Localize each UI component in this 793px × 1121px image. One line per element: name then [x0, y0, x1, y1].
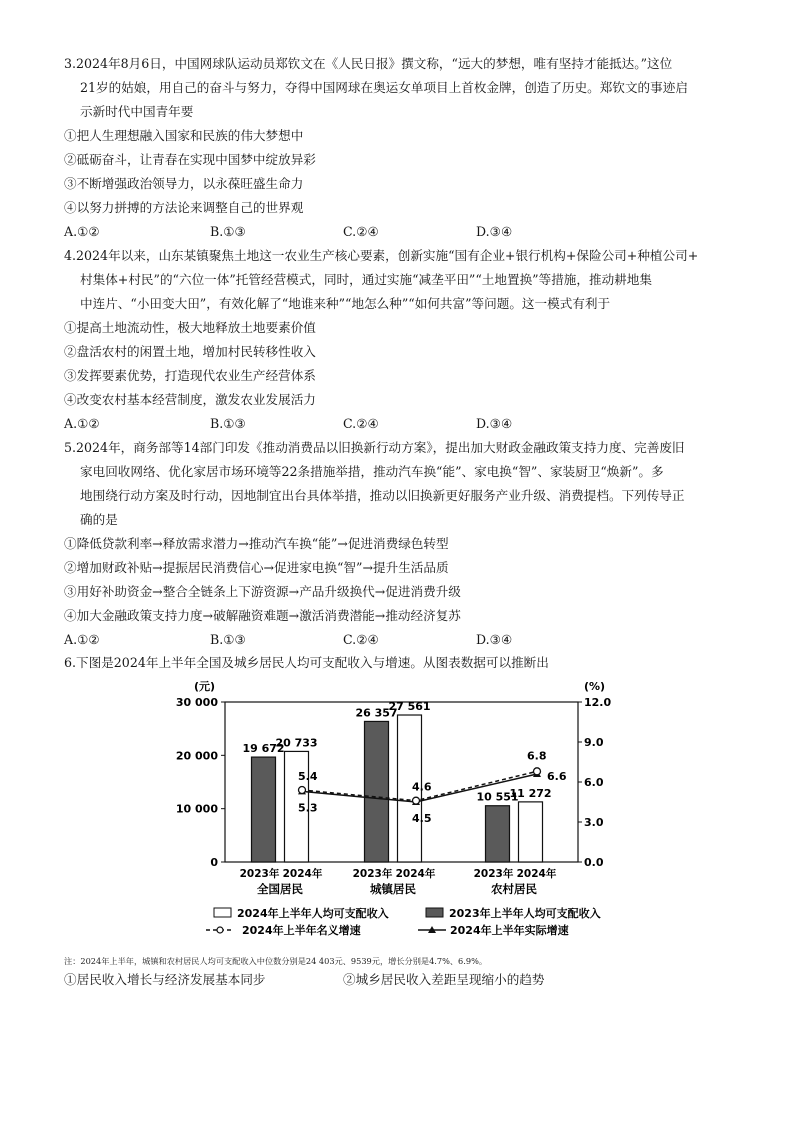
- y-left-ticks: [176, 696, 225, 869]
- q4-choice-c: C.②④: [343, 416, 379, 431]
- q3-item-1: ①把人生理想融入国家和民族的伟大梦想中: [64, 128, 304, 143]
- q4-choice-a: A.①②: [64, 416, 100, 431]
- q4-stem-line-1: 4.2024年以来，山东某镇聚焦土地这一农业生产核心要素，创新实施“国有企业+银行机构+保险公司+种植公司+: [64, 248, 699, 263]
- q5-stem-line-2: 家电回收网络、优化家居市场环境等22条措施举措，推动汽车换“能”、家电换“智”、家装厨卫“焕新”。多: [80, 464, 664, 479]
- bar-2024: [519, 802, 543, 862]
- legend-label-real: 2024年上半年实际增速: [450, 924, 569, 937]
- legend-label-nominal: 2024年上半年名义增速: [242, 924, 361, 937]
- label-real: 4.5: [412, 812, 432, 825]
- income-chart: [150, 672, 620, 952]
- bar-2023: [486, 806, 510, 862]
- marker-nominal: [299, 787, 306, 794]
- x-axis-labels: [240, 867, 557, 896]
- q4-choice-b: B.①③: [210, 416, 246, 431]
- bar-label-2023: 19 672: [242, 742, 285, 756]
- q3-choices: [64, 224, 664, 240]
- q3-item-2: ②砥砺奋斗，让青春在实现中国梦中绽放异彩: [64, 152, 316, 167]
- q4-stem-line-3: 中连片、“小田变大田”，有效化解了“地谁来种”“地怎么种”“如何共富”等问题。这一模式有利于: [80, 296, 611, 311]
- x-year-2024: 2024年: [516, 868, 557, 880]
- label-real: 6.6: [547, 770, 567, 783]
- q3-choice-d: D.③④: [476, 224, 513, 239]
- y-left-tick-label: 0: [210, 856, 218, 869]
- q5-stem-line-1: 5.2024年，商务部等14部门印发《推动消费品以旧换新行动方案》，提出加大财政金融政策支持力度、完善废旧: [64, 440, 685, 455]
- q5-item-3: ③用好补助资金→整合全链条上下游资源→产品升级换代→促进消费升级: [64, 584, 461, 599]
- x-year-2024: 2024年: [395, 868, 436, 880]
- q4-item-4: ④改变农村基本经营制度，激发农业发展活力: [64, 392, 316, 407]
- bar-2023: [252, 757, 276, 862]
- x-year-2023: 2023年: [352, 868, 393, 880]
- y-right-tick-label: 6.0: [584, 776, 604, 789]
- q3-stem-line-1: 3.2024年8月6日，中国网球队运动员郑钦文在《人民日报》撰文称，“远大的梦想，唯有坚持才能抵达。”这位: [64, 56, 673, 71]
- q3-item-4: ④以努力拼搏的方法论来调整自己的世界观: [64, 200, 304, 215]
- q4-item-1: ①提高土地流动性，极大地释放土地要素价值: [64, 320, 316, 335]
- chart-note: 注：2024年上半年，城镇和农村居民人均可支配收入中位数分别是24 403元、9539元，增长分别是4.7%、6.9%。: [64, 956, 488, 966]
- q5-stem-line-3: 地围绕行动方案及时行动，因地制宜出台具体举措，推动以旧换新更好服务产业升级、消费提档。下列传导正: [80, 488, 685, 503]
- q4-choice-d: D.③④: [476, 416, 513, 431]
- q4-item-2: ②盘活农村的闲置土地，增加村民转移性收入: [64, 344, 316, 359]
- bar-label-2024: 11 272: [509, 786, 552, 800]
- q3-choice-c: C.②④: [343, 224, 379, 239]
- legend-swatch-2024: [214, 908, 231, 917]
- y-left-tick-label: 20 000: [175, 749, 218, 763]
- y-left-unit: (元): [194, 680, 216, 693]
- q4-item-3: ③发挥要素优势，打造现代农业生产经营体系: [64, 368, 316, 383]
- label-real: 5.3: [298, 801, 318, 815]
- y-right-tick-label: 12.0: [584, 696, 612, 709]
- q3-choice-b: B.①③: [210, 224, 246, 239]
- y-right-unit: (%): [584, 680, 606, 693]
- label-nominal: 4.6: [412, 780, 432, 794]
- q5-choice-b: B.①③: [210, 632, 246, 647]
- q5-choices: [64, 632, 664, 648]
- label-nominal: 5.4: [298, 770, 318, 783]
- bar-label-2023: 10 551: [476, 790, 519, 804]
- q5-choice-d: D.③④: [476, 632, 513, 647]
- legend-marker-nominal: [217, 927, 223, 933]
- bar-label-2024: 27 561: [388, 700, 431, 714]
- q5-choice-a: A.①②: [64, 632, 100, 647]
- q4-choices: [64, 416, 664, 432]
- q4-stem-line-2: 村集体+村民”的“六位一体”托管经营模式，同时，通过实施“减垄平田”“土地置换”等措施，推动耕地集: [80, 272, 652, 287]
- legend-label-2024: 2024年上半年人均可支配收入: [237, 907, 389, 920]
- q5-stem-line-4: 确的是: [80, 512, 118, 527]
- y-left-tick-label: 10 000: [175, 802, 218, 816]
- legend: [206, 906, 601, 937]
- x-year-2023: 2023年: [473, 868, 514, 880]
- q3-stem-line-3: 示新时代中国青年要: [80, 104, 194, 119]
- q5-item-2: ②增加财政补贴→提振居民消费信心→促进家电换“智”→提升生活品质: [64, 560, 449, 575]
- q6-stem: 6.下图是2024年上半年全国及城乡居民人均可支配收入与增速。从图表数据可以推断出: [64, 655, 549, 670]
- q5-choice-c: C.②④: [343, 632, 379, 647]
- x-year-2023: 2023年: [239, 868, 280, 880]
- x-category-label: 城镇居民: [370, 882, 416, 896]
- legend-swatch-2023: [426, 908, 443, 917]
- bar-label-2023: 26 357: [355, 706, 398, 720]
- y-right-tick-label: 9.0: [584, 736, 604, 749]
- q5-item-1: ①降低贷款利率→释放需求潜力→推动汽车换“能”→促进消费绿色转型: [64, 536, 449, 551]
- bar-2023: [365, 721, 389, 862]
- marker-nominal: [413, 797, 420, 804]
- x-year-2024: 2024年: [282, 868, 323, 880]
- q6-item-1: ①居民收入增长与经济发展基本同步: [64, 972, 266, 987]
- q3-stem-line-2: 21岁的姑娘，用自己的奋斗与努力，夺得中国网球在奥运女单项目上首枚金牌，创造了历史。郑钦文的事迹启: [80, 80, 688, 95]
- y-right-tick-label: 3.0: [584, 816, 604, 829]
- label-nominal: 6.8: [527, 749, 547, 763]
- x-category-label: 全国居民: [257, 882, 303, 896]
- q3-item-3: ③不断增强政治领导力，以永葆旺盛生命力: [64, 176, 304, 191]
- legend-label-2023: 2023年上半年人均可支配收入: [449, 907, 601, 920]
- y-right-tick-label: 0.0: [584, 856, 604, 869]
- q5-item-4: ④加大金融政策支持力度→破解融资难题→激活消费潜能→推动经济复苏: [64, 608, 461, 623]
- bar-label-2024: 20 733: [275, 736, 318, 750]
- marker-nominal: [534, 768, 541, 775]
- q3-choice-a: A.①②: [64, 224, 100, 239]
- y-right-ticks: [578, 696, 611, 869]
- q6-item-2: ②城乡居民收入差距呈现缩小的趋势: [343, 972, 545, 987]
- y-left-tick-label: 30 000: [175, 696, 218, 709]
- x-category-label: 农村居民: [491, 882, 537, 896]
